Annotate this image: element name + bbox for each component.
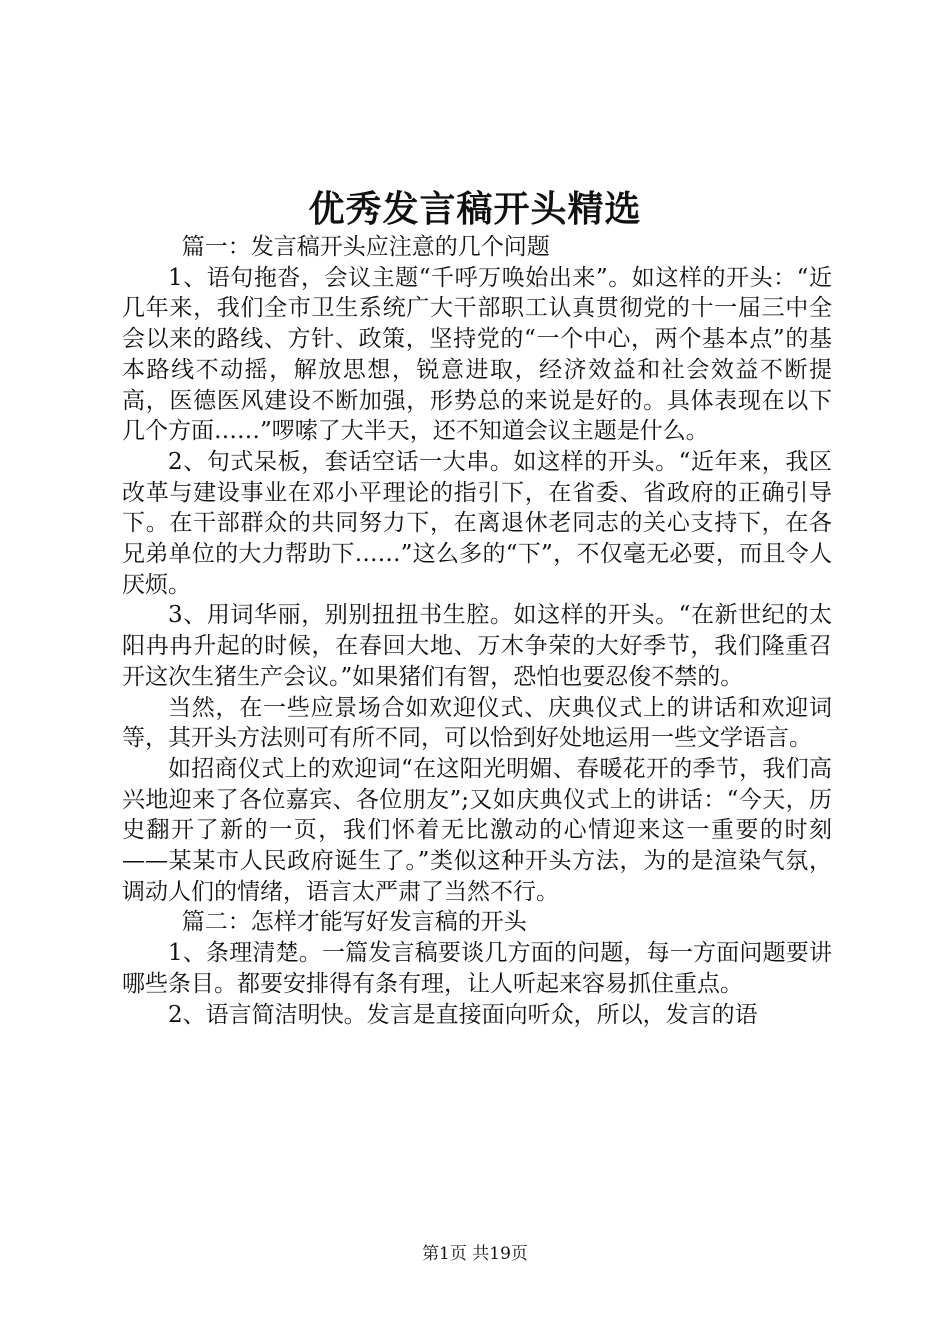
paragraph: 当然，在一些应景场合如欢迎仪式、庆典仪式上的讲话和欢迎词等，其开头方法则可有所不同，可以恰到好处地运用一些文学语言。 bbox=[122, 694, 832, 752]
paragraph: 2、句式呆板，套话空话一大串。如这样的开头。“近年来，我区改革与建设事业在邓小平理论的指引下，在省委、省政府的正确引导下。在干部群众的共同努力下，在离退休老同志的关心支持下，在各兄弟单位的大力帮助下……”这么多的“下”，不仅毫无必要，而且令人厌烦。 bbox=[122, 448, 832, 598]
section-heading-1: 篇一：发言稿开头应注意的几个问题 bbox=[181, 234, 550, 260]
paragraph: 如招商仪式上的欢迎词“在这阳光明媚、春暖花开的季节，我们高兴地迎来了各位嘉宾、各位朋友”;又如庆典仪式上的讲话：“今天，历史翻开了新的一页，我们怀着无比激动的心情迎来这一重要的时刻——某某市人民政府诞生了。”类似这种开头方法，为的是渲染气氛，调动人们的情绪，语言太严肃了当然不行。 bbox=[122, 755, 832, 905]
paragraph: 1、条理清楚。一篇发言稿要谈几方面的问题，每一方面问题要讲哪些条目。都要安排得有条有理，让人听起来容易抓住重点。 bbox=[122, 940, 832, 997]
section-heading-2: 篇二：怎样才能写好发言稿的开头 bbox=[181, 909, 527, 936]
paragraph: 3、用词华丽，别别扭扭书生腔。如这样的开头。“在新世纪的太阳冉冉升起的时候，在春回大地、万木争荣的大好季节，我们隆重召开这次生猪生产会议。”如果猪们有智，恐怕也要忍俊不禁的。 bbox=[122, 602, 832, 690]
document-title: 优秀发言稿开头精选 bbox=[308, 188, 642, 230]
paragraph: 2、语言简洁明快。发言是直接面向听众，所以，发言的语 bbox=[168, 1001, 758, 1028]
document-body bbox=[122, 232, 832, 1030]
page-footer: 第1页 共19页 bbox=[422, 1244, 528, 1264]
paragraph: 1、语句拖沓，会议主题“千呼万唤始出来”。如这样的开头：“近几年来，我们全市卫生系统广大干部职工认真贯彻党的十一届三中全会以来的路线、方针、政策，坚持党的“一个中心，两个基本点”的基本路线不动摇，解放思想，锐意进取，经济效益和社会效益不断提高，医德医风建设不断加强，形势总的来说是好的。具体表现在以下几个方面……”啰嗦了大半天，还不知道会议主题是什么。 bbox=[122, 264, 832, 445]
